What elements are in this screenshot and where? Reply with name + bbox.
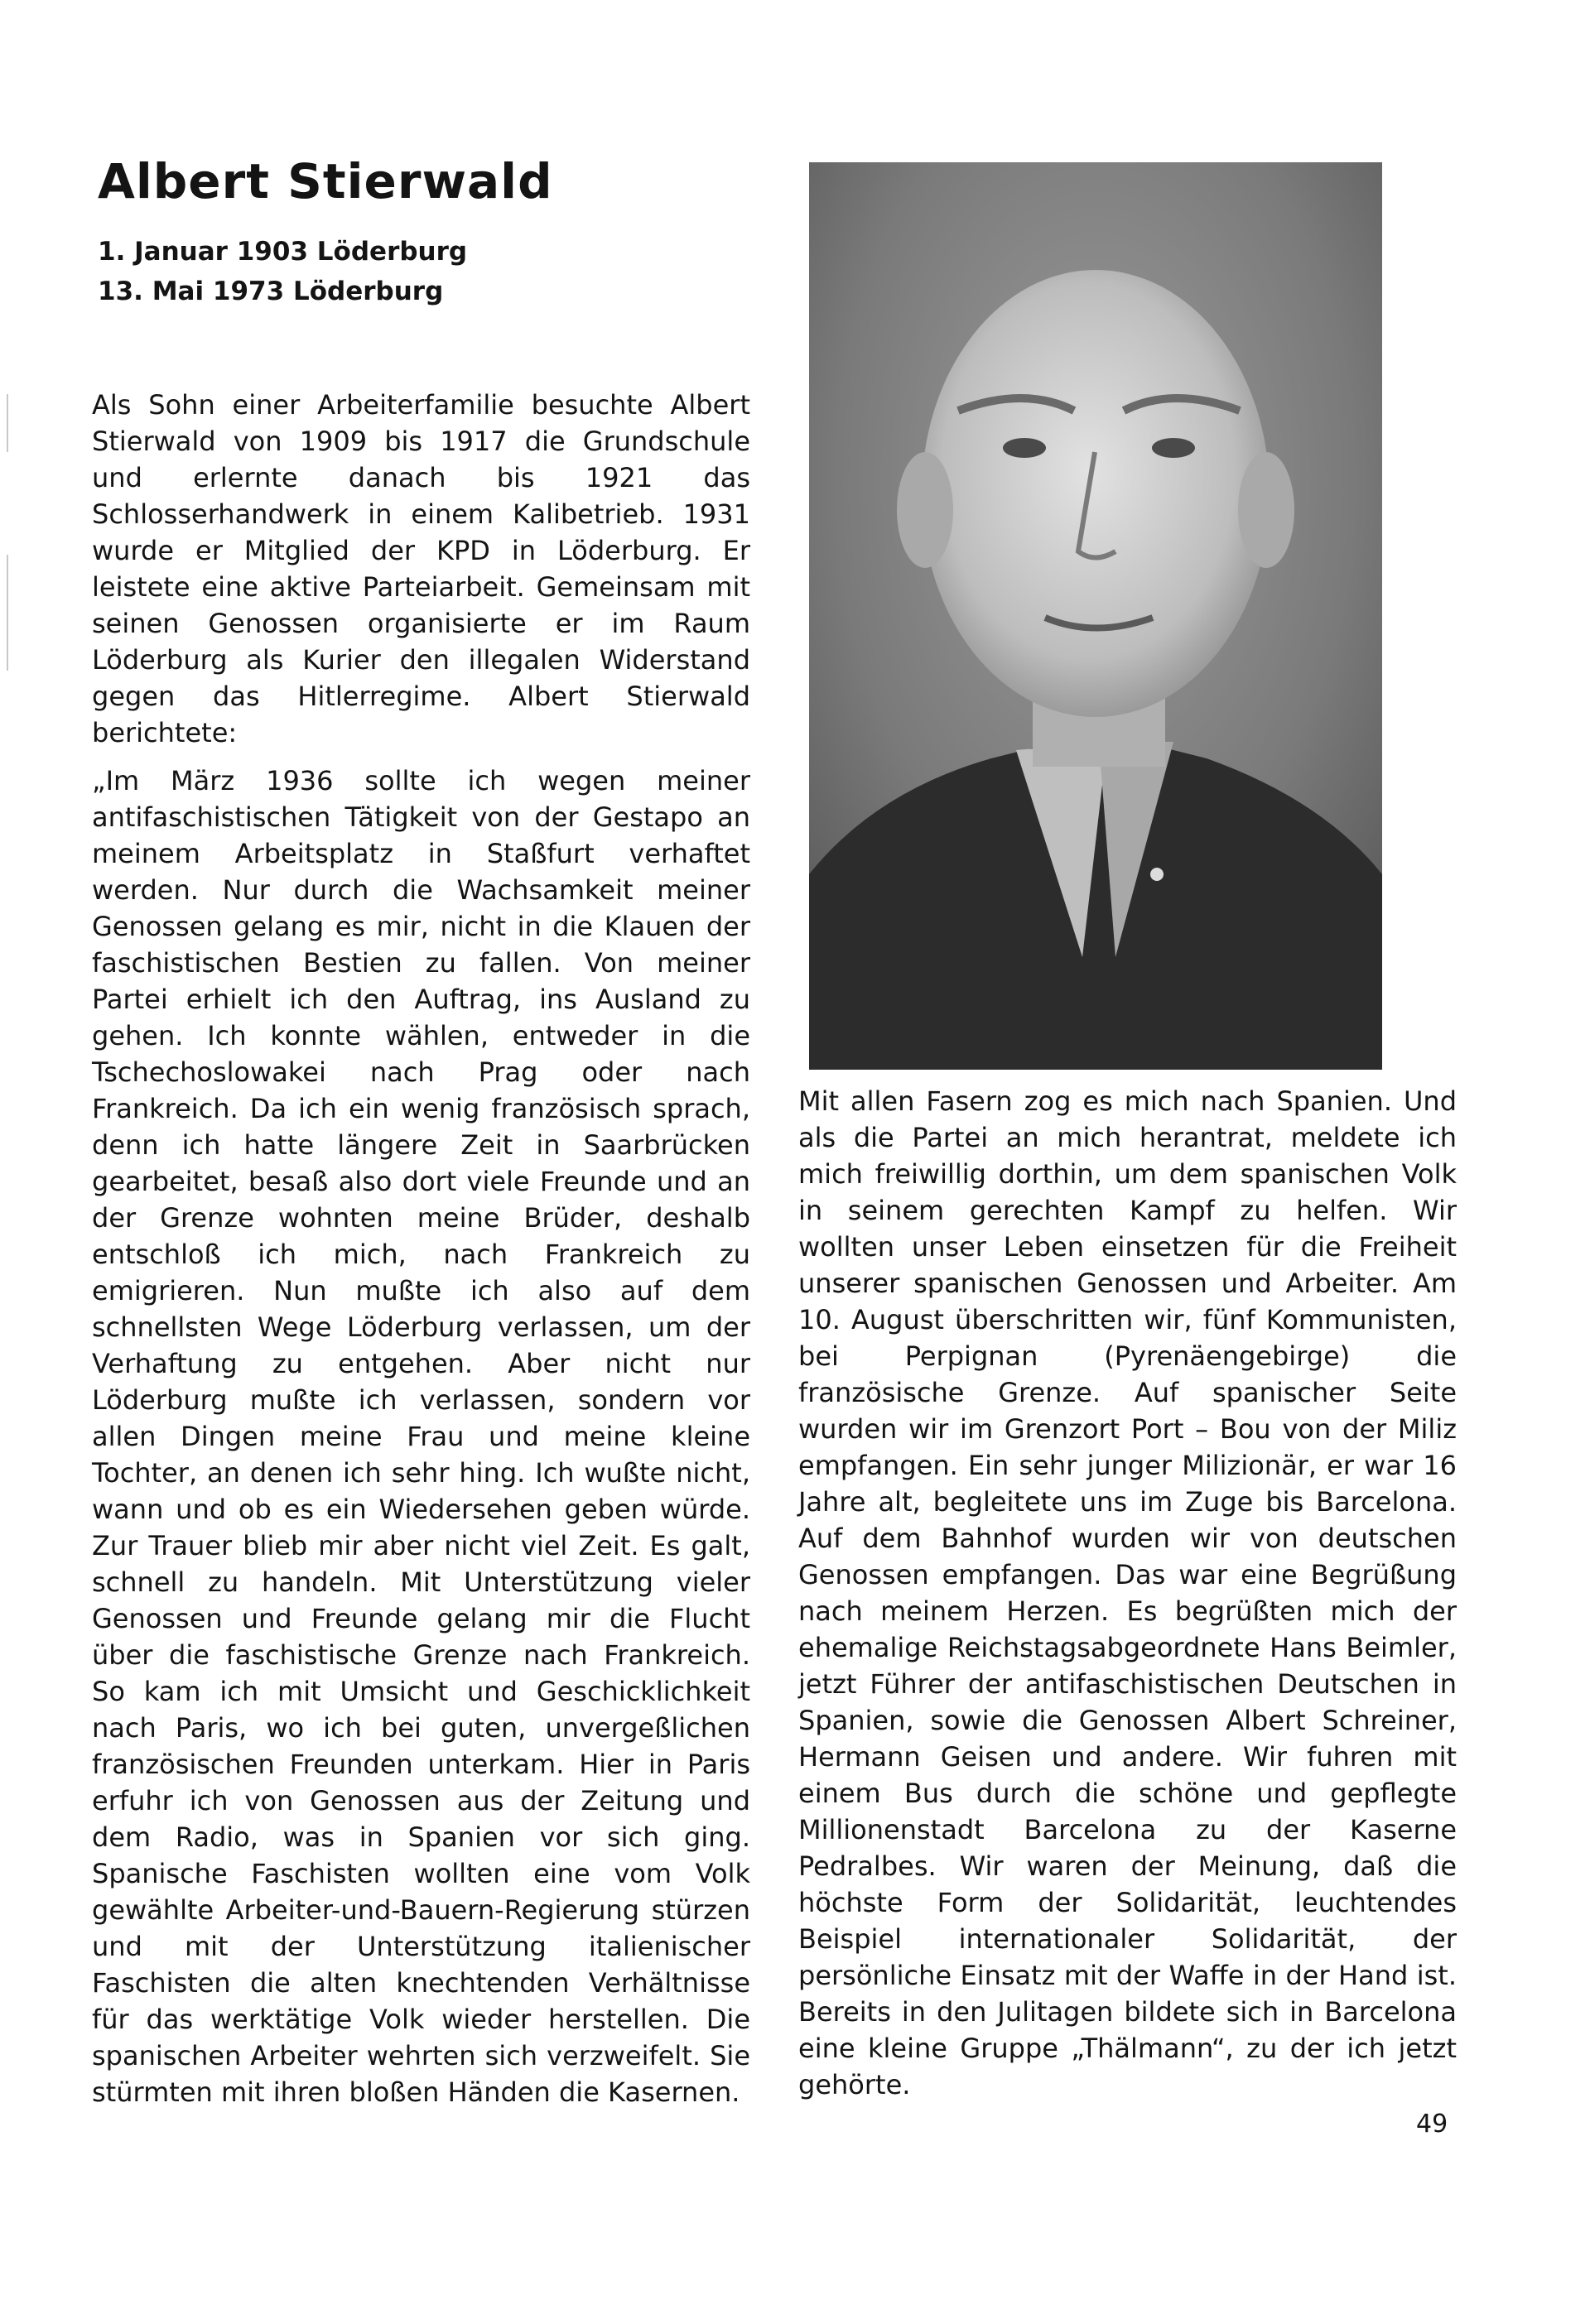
page-number: 49 <box>1416 2110 1448 2139</box>
left-column <box>92 387 750 2110</box>
right-column <box>798 1083 1457 2103</box>
margin-mark <box>7 555 8 671</box>
quote-paragraph: „Im März 1936 sollte ich wegen meiner antifaschistischen Tätigkeit von der Gestapo an meinem Arbeitsplatz in Staßfurt verhaftet werden. Nur durch die Wachsamkeit meiner Genossen gelang es mir, nicht in die Klauen der faschistischen Bestien zu fallen. Von meiner Partei erhielt ich den Auftrag, ins Ausland zu gehen. Ich konnte wählen, entweder in die Tschechoslowakei nach Prag oder nach Frankreich. Da ich ein wenig französisch sprach, denn ich hatte längere Zeit in Saarbrücken gearbeitet, besaß also dort viele Freunde und an der Grenze wohnten meine Brüder, deshalb entschloß ich mich, nach Frankreich zu emigrieren. Nun mußte ich also auf dem schnellsten Wege Löderburg verlassen, um der Verhaftung zu entgehen. Aber nicht nur Löderburg mußte ich verlassen, sondern vor allen Dingen meine Frau und meine kleine Tochter, an denen ich sehr hing. Ich wußte nicht, wann und ob es ein Wiedersehen geben würde. Zur Trauer blieb mir aber nicht viel Zeit. Es galt, schnell zu handeln. Mit Unterstützung vieler Genossen und Freunde gelang mir die Flucht über die faschistische Grenze nach Frankreich. So kam ich mit Umsicht und Geschicklichkeit nach Paris, wo ich bei guten, unvergeßlichen französischen Freunden unterkam. Hier in Paris erfuhr ich von Genossen aus der Zeitung und dem Radio, was in Spanien vor sich ging. Spanische Faschisten wollten eine vom Volk gewählte Arbeiter-und-Bauern-Regierung stürzen und mit der Unterstützung italienischer Faschisten die alten knechtenden Verhältnisse für das werktätige Volk wieder herstellen. Die spanischen Arbeiter wehrten sich verzweifelt. Sie stürmten mit ihren bloßen Händen die Kasernen. <box>92 765 750 2108</box>
birth-date: 1. Januar 1903 Löderburg <box>98 237 468 267</box>
continuation-paragraph: Mit allen Fasern zog es mich nach Spanien. Und als die Partei an mich herantrat, meldete ich mich freiwillig dorthin, um dem spanischen Volk in seinem gerechten Kampf zu helfen. Wir wollten unser Leben einsetzen für die Freiheit unserer spanischen Genossen und Arbeiter. Am 10. August überschritten wir, fünf Kommunisten, bei Perpignan (Pyrenäengebirge) die französische Grenze. Auf spanischer Seite wurden wir im Grenzort Port – Bou von der Miliz empfangen. Ein sehr junger Milizionär, er war 16 Jahre alt, begleitete uns im Zuge bis Barcelona. Auf dem Bahnhof wurden wir von deutschen Genossen empfangen. Das war eine Begrüßung nach meinem Herzen. Es begrüßten mich der ehemalige Reichstagsabgeordnete Hans Beimler, jetzt Führer der antifaschistischen Deutschen in Spanien, sowie die Genossen Albert Schreiner, Hermann Geisen und andere. Wir fuhren mit einem Bus durch die schöne und gepflegte Millionenstadt Barcelona zu der Kaserne Pedralbes. Wir waren der Meinung, daß die höchste Form der Solidarität, leuchtendes Beispiel internationaler Solidarität, der persönliche Einsatz mit der Waffe in der Hand ist. Bereits in den Julitagen bildete sich in Barcelona eine kleine Gruppe „Thälmann“, zu der ich jetzt gehörte. <box>798 1085 1457 2100</box>
death-date: 13. Mai 1973 Löderburg <box>98 277 444 306</box>
portrait-photo <box>809 162 1382 1070</box>
person-name: Albert Stierwald <box>98 153 553 209</box>
intro-paragraph: Als Sohn einer Arbeiterfamilie besuchte Albert Stierwald von 1909 bis 1917 die Grundschule und erlernte danach bis 1921 das Schlosserhandwerk in einem Kalibetrieb. 1931 wurde er Mitglied der KPD in Löderburg. Er leistete eine aktive Parteiarbeit. Gemeinsam mit seinen Genossen organisierte er im Raum Löderburg als Kurier den illegalen Widerstand gegen das Hitlerregime. Albert Stierwald berichtete: <box>92 389 750 748</box>
margin-mark <box>7 394 8 452</box>
life-dates <box>98 232 467 311</box>
